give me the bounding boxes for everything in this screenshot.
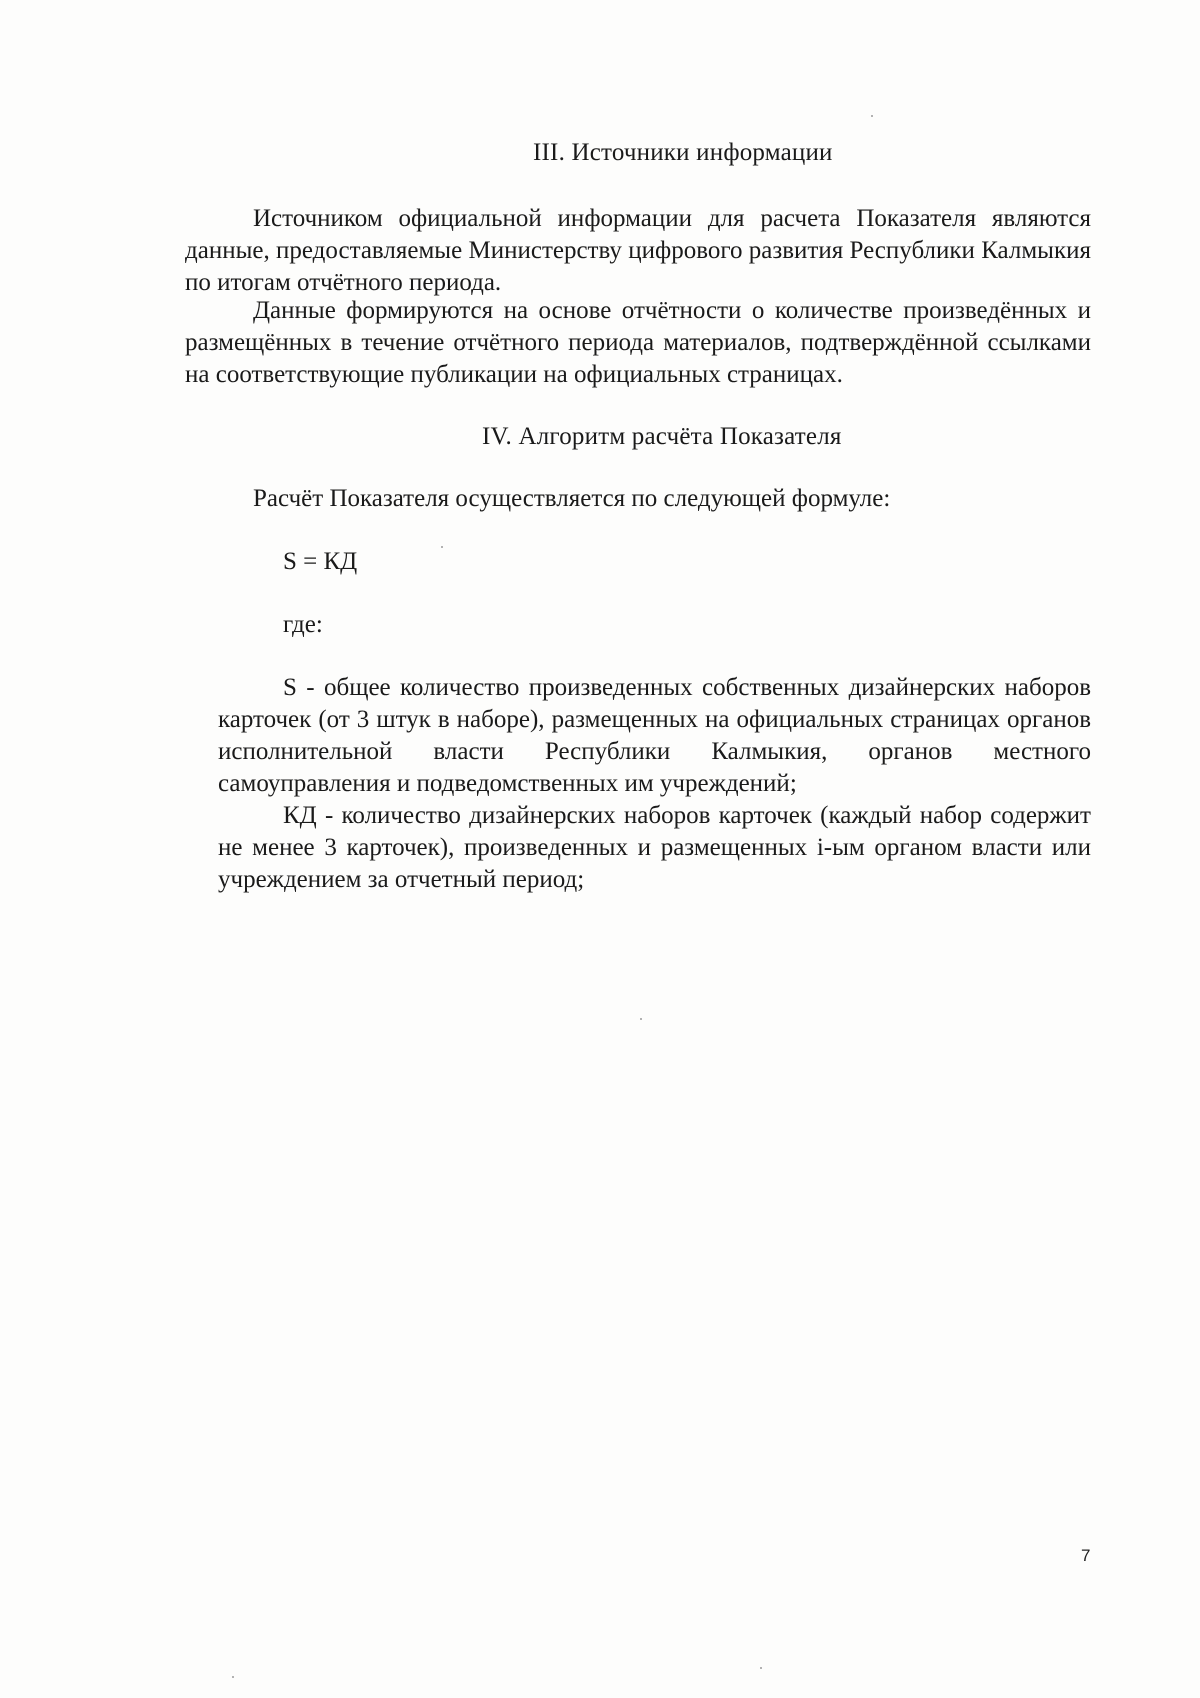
- scan-speck: [640, 1018, 642, 1020]
- definition-s: S - общее количество произведенных собственных дизайнерских наборов карточек (от 3 штук в наборе), размещенных на официальных страницах органов исполнительной власти Республики Калмыкия, органов местного самоуправления и подведомственных им учреждений;: [218, 674, 1091, 797]
- section-3-paragraph-2: Данные формируются на основе отчётности о количестве произведённых и размещённых в течение отчётного периода материалов, подтверждённой ссылками на соответствующие публикации на официальных страницах.: [185, 297, 1091, 388]
- page-number: 7: [1081, 1546, 1091, 1565]
- formula-where-label: где:: [283, 611, 323, 638]
- section-3-heading: III. Источники информации: [533, 139, 833, 166]
- formula-intro: Расчёт Показателя осуществляется по следующей формуле:: [253, 485, 891, 512]
- scan-speck: [871, 115, 873, 117]
- scan-speck: [760, 1667, 762, 1669]
- section-3-paragraph-1: Источником официальной информации для расчета Показателя являются данные, предоставляемые Министерству цифрового развития Республики Калмыкия по итогам отчётного периода.: [185, 205, 1091, 296]
- scan-speck: [232, 1676, 234, 1678]
- section-4-heading: IV. Алгоритм расчёта Показателя: [482, 423, 842, 450]
- definition-kd: КД - количество дизайнерских наборов карточек (каждый набор содержит не менее 3 карточек), произведенных и размещенных i-ым органом власти или учреждением за отчетный период;: [218, 802, 1091, 893]
- scan-speck: [441, 546, 443, 548]
- formula: S = КД: [283, 548, 358, 575]
